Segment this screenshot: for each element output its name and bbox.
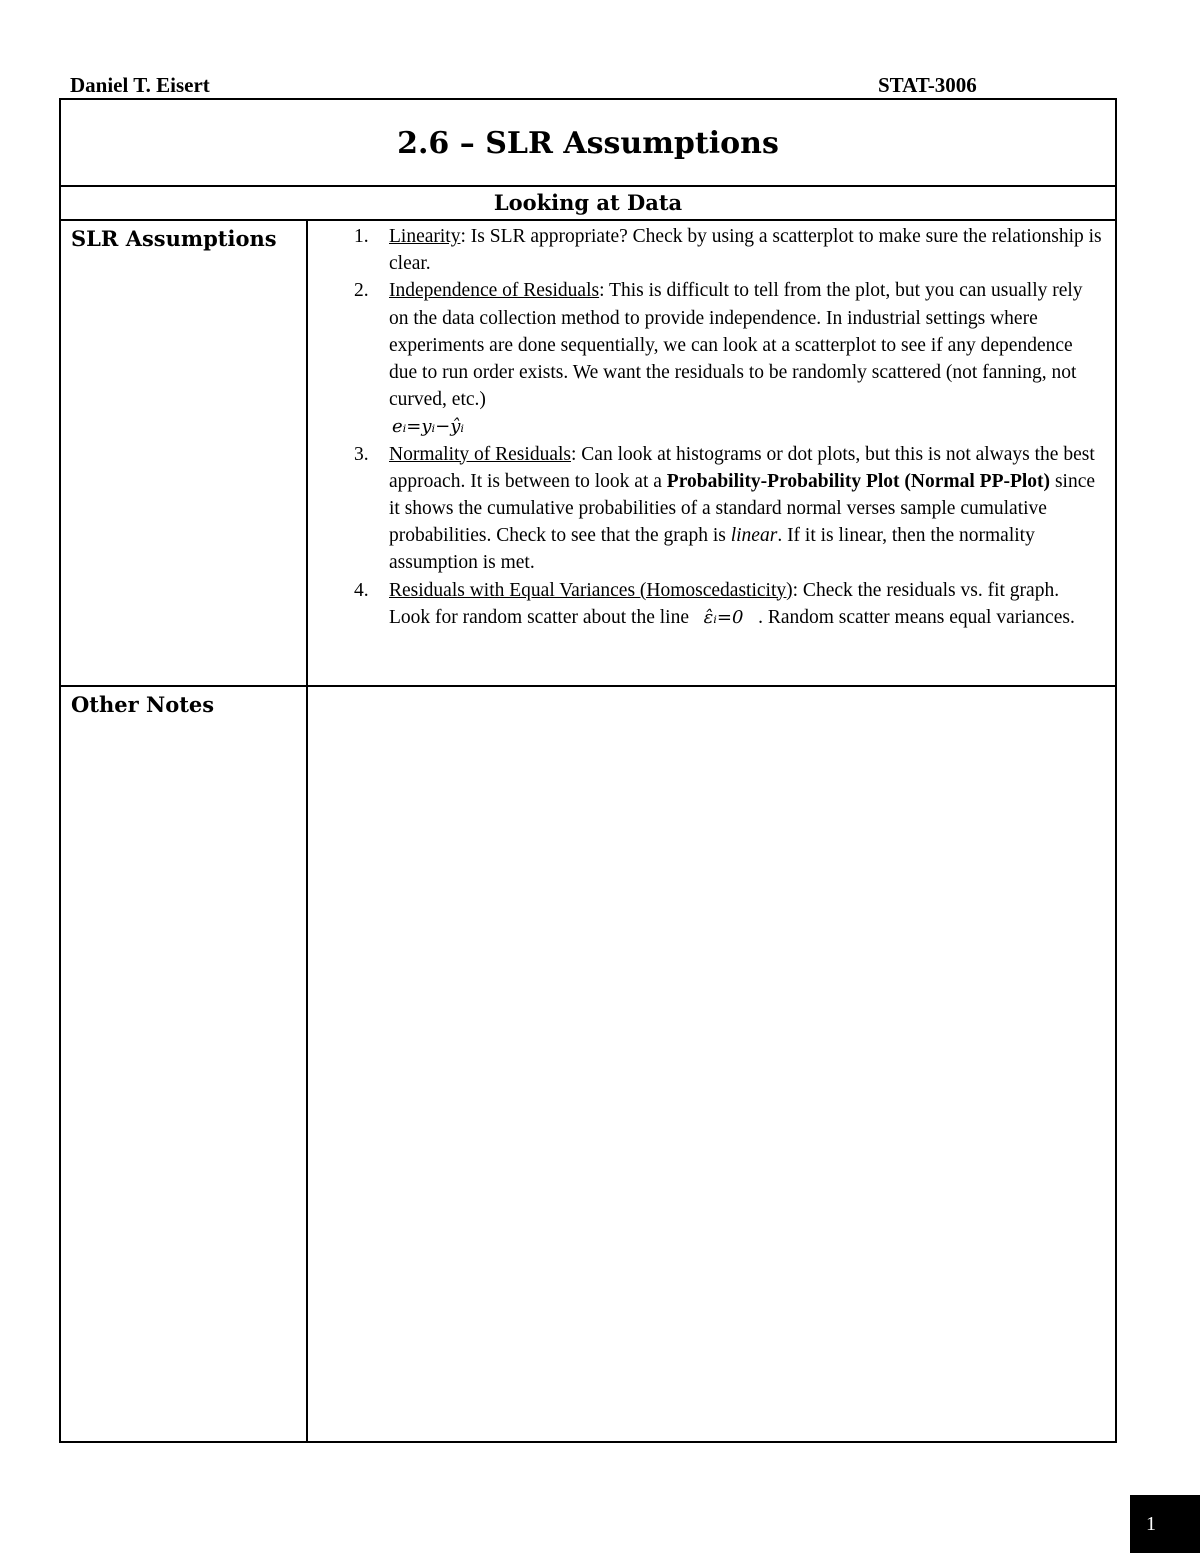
list-item <box>343 277 1103 440</box>
item-bold-text: Probability-Probability Plot (Normal PP-Plot) <box>666 470 1051 492</box>
item-text: : Check the residuals vs. fit graph. Look for random scatter about the line <box>389 579 1060 628</box>
item-term: Normality of Residuals <box>389 443 571 465</box>
section-subtitle: Looking at Data <box>493 190 683 215</box>
item-text: . Random scatter means equal variances. <box>753 606 1075 628</box>
item-text: : Is SLR appropriate? Check by using a scatterplot to make sure the relationship is clear. <box>389 226 1102 275</box>
residual-formula: eᵢ=yᵢ−ŷᵢ <box>392 416 465 438</box>
item-text: . If it is linear, then the normality assumption is met. <box>389 525 1035 574</box>
item-number: 2. <box>354 280 369 302</box>
item-number: 3. <box>354 443 369 465</box>
notes-table <box>59 98 1117 1443</box>
item-number: 1. <box>354 226 369 247</box>
assumptions-label: SLR Assumptions <box>71 226 277 251</box>
other-notes-row <box>61 687 1115 1443</box>
column-divider <box>306 221 308 1443</box>
residual-formula-line <box>389 413 1103 440</box>
item-italic-text: linear <box>730 525 778 547</box>
item-term: Residuals with Equal Variances (Homoscedasticity) <box>389 579 793 601</box>
page-title: 2.6 – SLR Assumptions <box>397 126 779 161</box>
assumptions-row <box>61 221 1115 687</box>
list-item <box>343 577 1103 631</box>
item-text: : This is difficult to tell from the plot, but you can usually rely on the data collection method to provide independence. In industrial settings where experiments are done sequentially, we can look at a scatterplot to see if any dependence due to run order exists. We want the residuals to be randomly scattered (not fanning, not curved, etc.) <box>389 280 1083 411</box>
other-notes-label: Other Notes <box>71 692 215 717</box>
list-item <box>343 441 1103 577</box>
list-item <box>343 223 1103 277</box>
item-text: : Can look at histograms or dot plots, but this is not always the best approach. It is between to look at a <box>389 443 1095 492</box>
assumptions-list <box>343 223 1103 631</box>
item-term: Independence of Residuals <box>389 280 600 302</box>
error-formula: ε̂ᵢ=0 <box>703 606 744 628</box>
title-row <box>61 100 1115 187</box>
page-number: 1 <box>1130 1495 1200 1553</box>
course-code: STAT-3006 <box>878 73 977 97</box>
subtitle-row <box>61 187 1115 221</box>
item-text: since it shows the cumulative probabilities of a standard normal verses sample cumulative probabilities. Check to see that the graph is <box>389 470 1096 547</box>
item-number: 4. <box>354 579 369 601</box>
author-name: Daniel T. Eisert <box>70 73 210 97</box>
item-term: Linearity <box>389 226 461 247</box>
